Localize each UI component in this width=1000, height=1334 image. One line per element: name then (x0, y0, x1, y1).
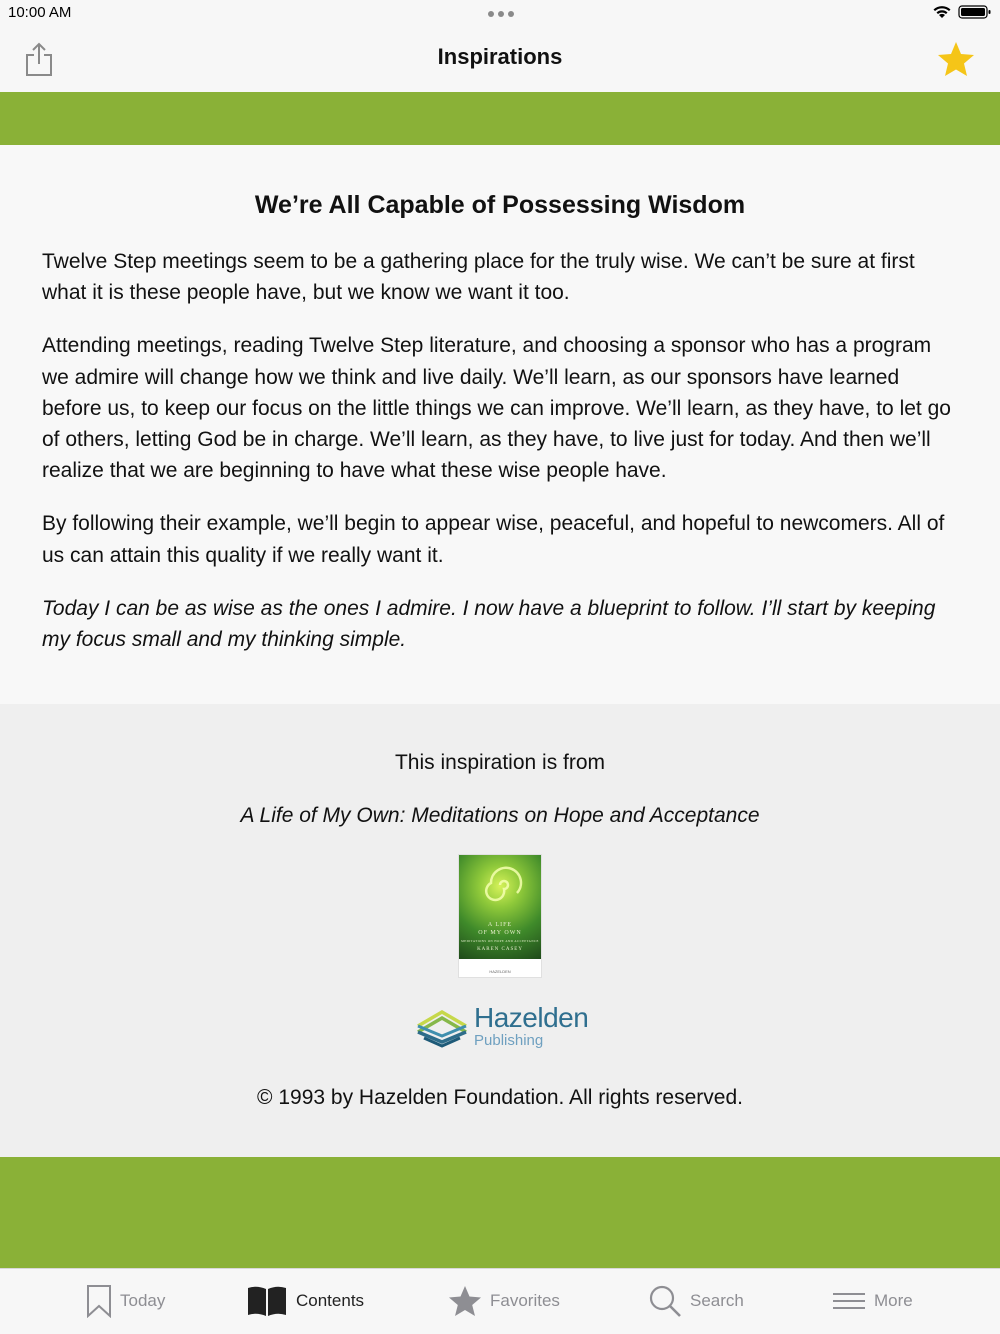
book-icon (246, 1284, 288, 1318)
star-icon (448, 1285, 482, 1317)
article-title: We’re All Capable of Possessing Wisdom (254, 191, 746, 219)
source-intro: This inspiration is from (394, 751, 606, 774)
footer-green-band (0, 1157, 1000, 1268)
tab-bar (0, 1268, 1000, 1334)
tab-today[interactable] (86, 1283, 165, 1319)
wifi-icon (932, 4, 952, 20)
page-title: Inspirations (437, 44, 563, 69)
inspiration-article (0, 145, 1000, 704)
tab-label: Contents (296, 1291, 365, 1310)
multitasking-dots-icon[interactable] (485, 6, 517, 22)
status-indicators (932, 4, 992, 20)
favorite-button[interactable] (936, 40, 976, 78)
search-icon (648, 1284, 682, 1318)
status-bar (0, 0, 1000, 28)
header-green-band (0, 92, 1000, 145)
battery-icon (958, 4, 992, 20)
star-icon (936, 40, 976, 78)
copyright-text: © 1993 by Hazelden Foundation. All rights reserved. (257, 1086, 743, 1109)
publisher-logo[interactable] (416, 1000, 589, 1054)
tab-contents[interactable] (246, 1283, 364, 1319)
tab-favorites[interactable] (448, 1283, 560, 1319)
cover-art (459, 855, 541, 959)
article-paragraph: Attending meetings, reading Twelve Step literature, and choosing a sponsor who has a program we admire will change how we think and live daily. We’ll learn, as our sponsors have learned before us, to keep our focus on the little things we can improve. We’ll learn, as they have, to let go of others, letting God be in charge. We’ll learn, as they have, to live just for today. And then we’ll realize that we are beginning to have what these wise people have. (42, 334, 951, 483)
cover-title: A LIFE OF MY OWN MEDITATIONS ON HOPE AND ACCEPTANCE (461, 922, 539, 943)
status-time: 10:00 AM (8, 4, 72, 21)
menu-icon (832, 1284, 866, 1318)
source-book-title: A Life of My Own: Meditations on Hope and Acceptance (240, 804, 760, 827)
article-paragraph: Twelve Step meetings seem to be a gathering place for the truly wise. We can’t be sure at first what it is these people have, but we know we want it too. (42, 250, 915, 305)
navigation-bar (0, 28, 1000, 92)
book-cover-image[interactable] (458, 854, 542, 978)
publisher-sub: Publishing (474, 1032, 544, 1049)
tab-label: Favorites (490, 1291, 560, 1310)
hazelden-logo-icon (416, 1004, 468, 1048)
cover-author: KAREN CASEY (477, 947, 523, 952)
cover-publisher: HAZELDEN (489, 969, 511, 974)
tab-label: Search (690, 1291, 744, 1310)
tab-more[interactable] (832, 1283, 913, 1319)
bookmark-icon (86, 1284, 112, 1318)
tab-label: Today (120, 1291, 166, 1310)
source-section (0, 704, 1000, 1157)
tab-search[interactable] (648, 1283, 744, 1319)
article-paragraph: By following their example, we’ll begin to appear wise, peaceful, and hopeful to newcomers. All of us can attain this quality if we really want it. (42, 512, 945, 567)
tab-label: More (874, 1291, 913, 1310)
meditation-text: Today I can be as wise as the ones I admire. I now have a blueprint to follow. I’ll start by keeping my focus small and my thinking simple. (42, 596, 936, 652)
publisher-name: Hazelden (474, 1002, 589, 1033)
